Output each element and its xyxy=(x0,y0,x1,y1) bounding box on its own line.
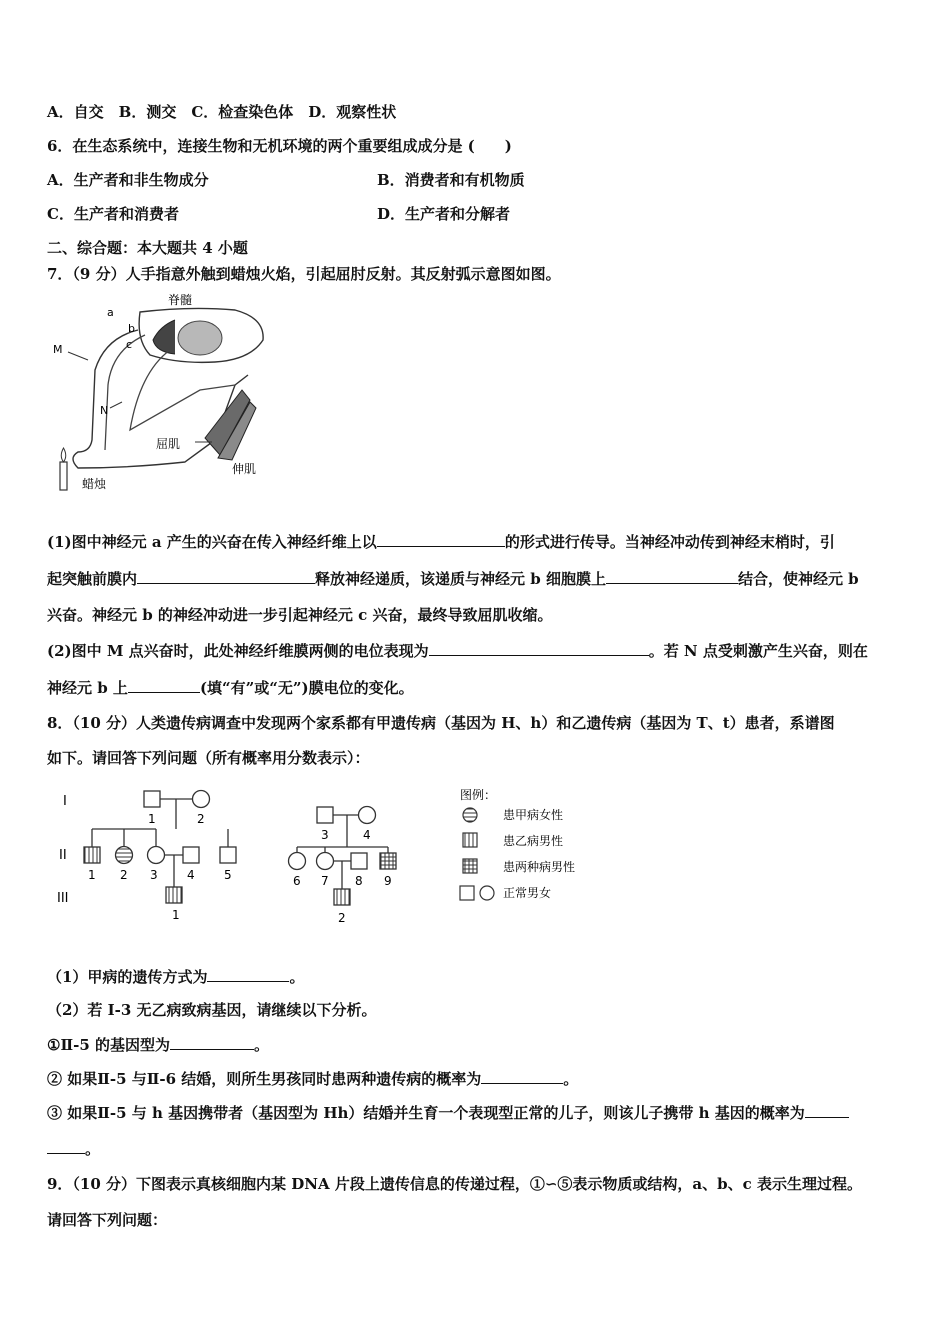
answer-blank-2[interactable] xyxy=(137,568,315,584)
q6-option-b: B．消费者和有机物质 xyxy=(377,171,525,189)
q9-stem-line1: 9．（10 分）下图表示真核细胞内某 DNA 片段上遗传信息的传递过程，①∽⑤表示物质或结构，a、b、c 表示生理过程。 xyxy=(47,1175,862,1193)
candle-icon xyxy=(60,462,67,490)
label-n: N xyxy=(100,404,109,417)
pedigree-family-2 xyxy=(289,807,397,906)
pedigree-num-f1-ii4: 4 xyxy=(187,868,195,882)
pedigree-num-f2-ii8: 8 xyxy=(355,874,363,888)
q6-option-c: C．生产者和消费者 xyxy=(47,205,179,223)
pedigree-num-f2-i4: 4 xyxy=(363,828,371,842)
q8-sub2-item2: ② 如果Ⅱ-5 与Ⅱ-6 结婚，则所生男孩同时患两种遗传病的概率为 。 xyxy=(47,1070,579,1088)
q7-stem: 7．（9 分）人手指意外触到蜡烛火焰，引起屈肘反射。其反射弧示意图如图。 xyxy=(47,265,561,283)
q7-part2-line2: 神经元 b 上 (填“有”或“无”)膜电位的变化。 xyxy=(47,679,414,697)
q8-sub2-item1: ①Ⅱ-5 的基因型为 。 xyxy=(47,1036,269,1054)
gen-label-iii: III xyxy=(57,891,69,906)
label-flexor: 屈肌 xyxy=(156,437,181,451)
label-spinal-cord: 脊髓 xyxy=(168,293,193,307)
label-c: c xyxy=(126,338,133,351)
flame-icon xyxy=(61,448,66,462)
label-extensor: 伸肌 xyxy=(232,462,257,476)
answer-blank-4[interactable] xyxy=(429,640,649,656)
label-pointer-n xyxy=(110,402,122,408)
legend-title: 图例： xyxy=(460,788,497,802)
q8-stem-line2: 如下。请回答下列问题（所有概率用分数表示）： xyxy=(47,749,370,767)
pedigree-figure xyxy=(55,783,600,933)
section2-title: 二、综合题：本大题共 4 小题 xyxy=(47,239,248,257)
q5-options: A．自交 B．测交 C．检查染色体 D．观察性状 xyxy=(47,103,397,121)
legend-symbol-d-circle xyxy=(480,886,494,900)
pedigree-num-f1-i2: 2 xyxy=(197,812,205,826)
gen-label-i: I xyxy=(63,794,67,809)
q6-option-d: D．生产者和分解者 xyxy=(377,205,511,223)
legend-item-c: 患两种病男性 xyxy=(503,860,576,874)
pedigree-num-f2-ii6: 6 xyxy=(293,874,301,888)
label-b: b xyxy=(128,322,135,335)
pedigree-family-1 xyxy=(84,791,236,904)
answer-blank-3[interactable] xyxy=(606,568,738,584)
legend-item-d: 正常男女 xyxy=(503,886,552,900)
label-m: M xyxy=(53,343,63,356)
answer-blank-9-cont[interactable] xyxy=(47,1138,85,1154)
legend-symbol-a xyxy=(463,808,477,822)
pedigree-num-f1-ii5: 5 xyxy=(224,868,232,882)
answer-blank-8[interactable] xyxy=(481,1068,563,1084)
q8-sub2-item3: ③ 如果Ⅱ-5 与 h 基因携带者（基因型为 Hh）结婚并生育一个表现型正常的儿子，则该儿子携带 h 基因的概率为 xyxy=(47,1102,849,1123)
answer-blank-5[interactable] xyxy=(128,677,200,693)
q7-part1-line2: 起突触前膜内 释放神经递质，该递质与神经元 b 细胞膜上 结合，使神经元 b xyxy=(47,570,859,588)
q7-part1-line3: 兴奋。神经元 b 的神经冲动进一步引起神经元 c 兴奋，最终导致屈肌收缩。 xyxy=(47,606,553,624)
q8-sub2-item3-cont: 。 xyxy=(47,1138,100,1159)
legend-item-b: 患乙病男性 xyxy=(503,834,564,848)
q8-sub1: （1）甲病的遗传方式为 。 xyxy=(47,968,305,986)
pedigree-num-f1-iii1: 1 xyxy=(172,908,180,922)
legend-symbol-d-square xyxy=(460,886,474,900)
gen-label-ii: II xyxy=(59,848,67,863)
pedigree-num-f1-ii3: 3 xyxy=(150,868,158,882)
answer-blank-1[interactable] xyxy=(377,531,505,547)
legend-symbol-b xyxy=(463,833,477,847)
q6-stem: 6．在生态系统中，连接生物和无机环境的两个重要组成成分是 ( ) xyxy=(47,137,512,155)
pedigree-legend xyxy=(460,787,575,900)
gray-matter xyxy=(178,321,222,355)
answer-blank-9[interactable] xyxy=(805,1102,849,1118)
reflex-arc-figure xyxy=(50,290,280,505)
q6-option-a: A．生产者和非生物成分 xyxy=(47,171,209,189)
q8-sub2: （2）若 I-3 无乙病致病基因，请继续以下分析。 xyxy=(47,1001,377,1019)
pedigree-num-f1-ii2: 2 xyxy=(120,868,128,882)
pedigree-num-f2-i3: 3 xyxy=(321,828,329,842)
q9-stem-line2: 请回答下列问题： xyxy=(47,1211,168,1229)
q7-part2-line1: (2)图中 M 点兴奋时，此处神经纤维膜两侧的电位表现为 。若 N 点受刺激产生兴奋，则在 xyxy=(47,642,868,660)
legend-symbol-c xyxy=(463,859,477,873)
pedigree-num-f2-ii9: 9 xyxy=(384,874,392,888)
label-pointer-m xyxy=(68,352,88,360)
answer-blank-6[interactable] xyxy=(207,966,289,982)
label-a: a xyxy=(107,306,114,319)
label-candle: 蜡烛 xyxy=(82,477,107,491)
answer-blank-7[interactable] xyxy=(170,1034,254,1050)
pedigree-num-f1-ii1: 1 xyxy=(88,868,96,882)
legend-item-a: 患甲病女性 xyxy=(503,808,564,822)
pedigree-num-f2-ii7: 7 xyxy=(321,874,329,888)
pedigree-num-f1-i1: 1 xyxy=(148,812,156,826)
q8-stem-line1: 8．（10 分）人类遗传病调查中发现两个家系都有甲遗传病（基因为 H、h）和乙遗传病（基因为 T、t）患者，系谱图 xyxy=(47,714,835,732)
dorsal-root xyxy=(153,320,175,354)
pedigree-num-f2-iii2: 2 xyxy=(338,911,346,925)
q7-part1-line1: (1)图中神经元 a 产生的兴奋在传入神经纤维上以 的形式进行传导。当神经冲动传到神经末梢时，引 xyxy=(47,533,835,551)
